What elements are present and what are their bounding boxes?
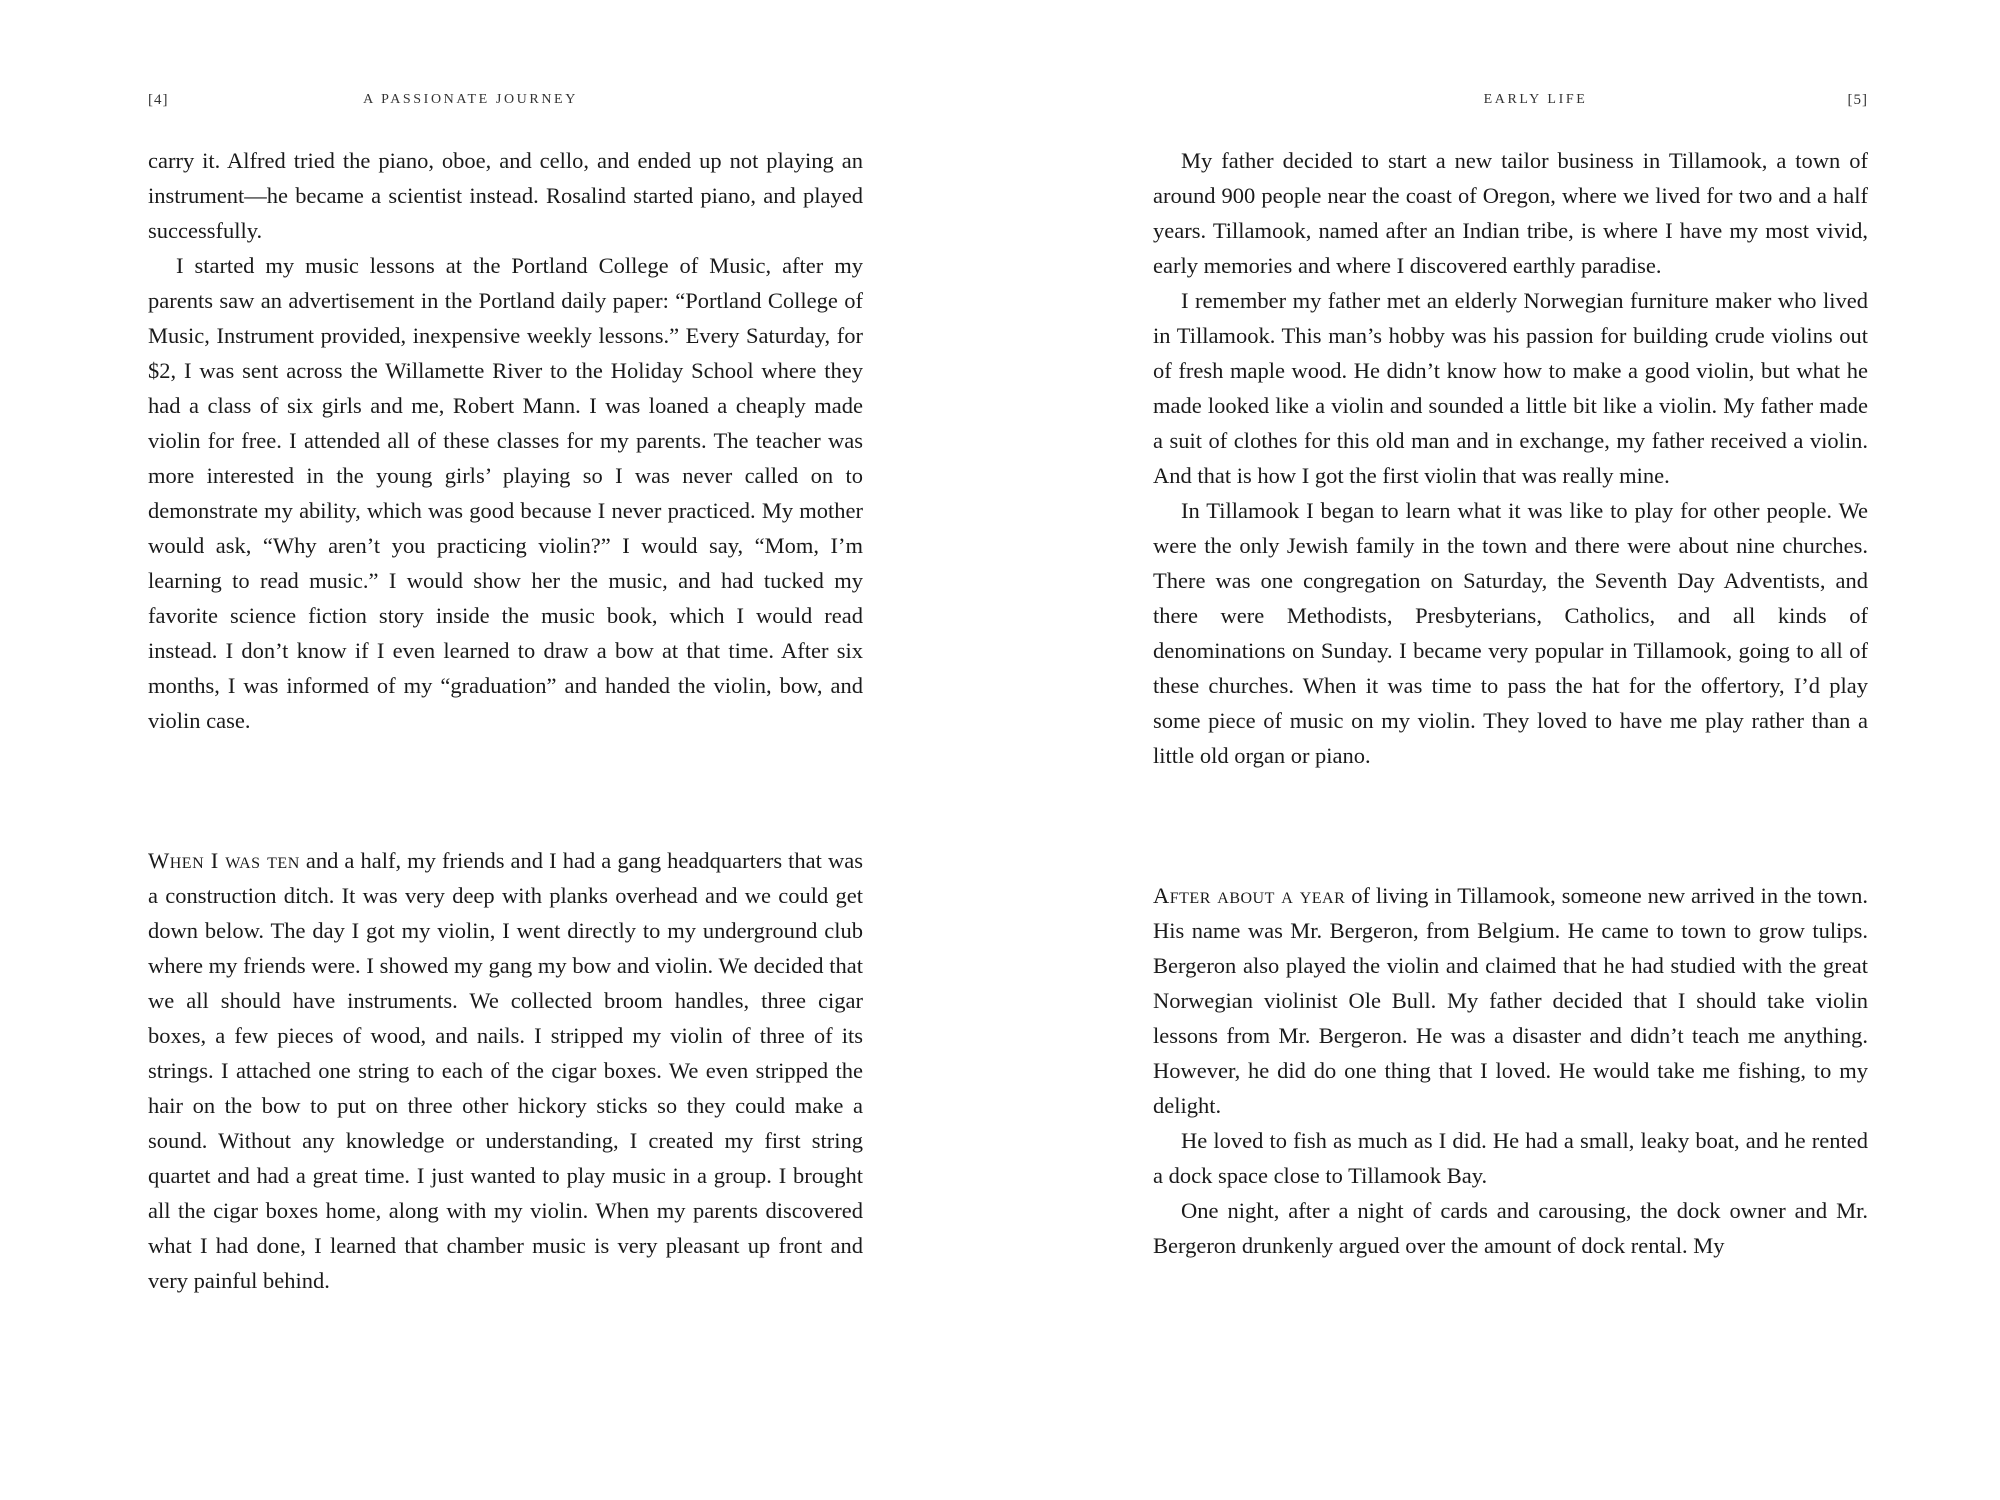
paragraph: He loved to fish as much as I did. He had a small, leaky boat, and he rented a dock space close to Tillamook Bay.: [1153, 1128, 1868, 1188]
small-caps-lead-in: When I was ten: [148, 848, 300, 873]
small-caps-lead-in: After about a year: [1153, 883, 1346, 908]
left-page: [148, 0, 863, 1500]
paragraph: In Tillamook I began to learn what it was like to play for other people. We were the only Jewish family in the town and there were about nine churches. There was one congregation on Saturday, the Seventh Day Adventists, and there were Methodists, Presbyterians, Catholics, and all kinds of denominations on Sunday. I became very popular in Tillamook, going to all of these churches. When it was time to pass the hat for the offertory, I’d play some piece of music on my violin. They loved to have me play rather than a little old organ or piano.: [1153, 498, 1868, 768]
section-opening-paragraph: [1153, 878, 1868, 1123]
paragraph-text: of living in Tillamook, someone new arrived in the town. His name was Mr. Bergeron, from Belgium. He came to town to grow tulips. Bergeron also played the violin and claimed that he had studied with the great Norwegian violinist Ole Bull. My father decided that I should take violin lessons from Mr. Bergeron. He was a disaster and didn’t teach me anything. However, he did do one thing that I loved. He would take me fishing, to my delight.: [1153, 883, 1868, 1118]
paragraph: carry it. Alfred tried the piano, oboe, and cello, and ended up not playing an instrument—he became a scientist instead. Rosalind started piano, and played successfully.: [148, 148, 863, 243]
paragraph-text: and a half, my friends and I had a gang headquarters that was a construction ditch. It was very deep with planks overhead and we could get down below. The day I got my violin, I went directly to my underground club where my friends were. I showed my gang my bow and violin. We decided that we all should have instruments. We collected broom handles, three cigar boxes, a few pieces of wood, and nails. I stripped my violin of three of its strings. I attached one string to each of the cigar boxes. We even stripped the hair on the bow to put on three other hickory sticks so they could make a sound. Without any knowledge or understanding, I created my first string quartet and had a great time. I just wanted to play music in a group. I brought all the cigar boxes home, along with my violin. When my parents discovered what I had done, I learned that chamber music is very pleasant up front and very painful behind.: [148, 848, 863, 1293]
body-text: [1153, 143, 1868, 1263]
section-break: [1153, 773, 1868, 878]
section-opening-paragraph: [148, 843, 863, 1298]
running-title: A PASSIONATE JOURNEY: [363, 92, 578, 107]
paragraph: I remember my father met an elderly Norwegian furniture maker who lived in Tillamook. This man’s hobby was his passion for building crude violins out of fresh maple wood. He didn’t know how to make a good violin, but what he made looked like a violin and sounded a little bit like a violin. My father made a suit of clothes for this old man and in exchange, my father received a violin. And that is how I got the first violin that was really mine.: [1153, 288, 1868, 488]
paragraph: I started my music lessons at the Portland College of Music, after my parents saw an advertisement in the Portland daily paper: “Portland College of Music, Instrument provided, inexpensive weekly lessons.” Every Saturday, for $2, I was sent across the Willamette River to the Holiday School where they had a class of six girls and me, Robert Mann. I was loaned a cheaply made violin for free. I attended all of these classes for my parents. The teacher was more interested in the young girls’ playing so I was never called on to demonstrate my ability, which was good because I never practiced. My mother would ask, “Why aren’t you practicing violin?” I would say, “Mom, I’m learning to read music.” I would show her the music, and had tucked my favorite science fiction story inside the music book, which I would read instead. I don’t know if I even learned to draw a bow at that time. After six months, I was informed of my “graduation” and handed the violin, bow, and violin case.: [148, 253, 863, 733]
running-head: [148, 92, 863, 112]
paragraph: One night, after a night of cards and carousing, the dock owner and Mr. Bergeron drunkenly argued over the amount of dock rental. My: [1153, 1198, 1868, 1258]
paragraph: My father decided to start a new tailor business in Tillamook, a town of around 900 people near the coast of Oregon, where we lived for two and a half years. Tillamook, named after an Indian tribe, is where I have my most vivid, early memories and where I discovered earthly paradise.: [1153, 148, 1868, 278]
right-page: [1153, 0, 1868, 1500]
page-number: [5]: [1847, 92, 1868, 108]
running-head: [1153, 92, 1868, 112]
running-title: EARLY LIFE: [1483, 92, 1588, 107]
page-number: [4]: [148, 92, 169, 108]
section-break: [148, 738, 863, 843]
body-text: [148, 143, 863, 1298]
